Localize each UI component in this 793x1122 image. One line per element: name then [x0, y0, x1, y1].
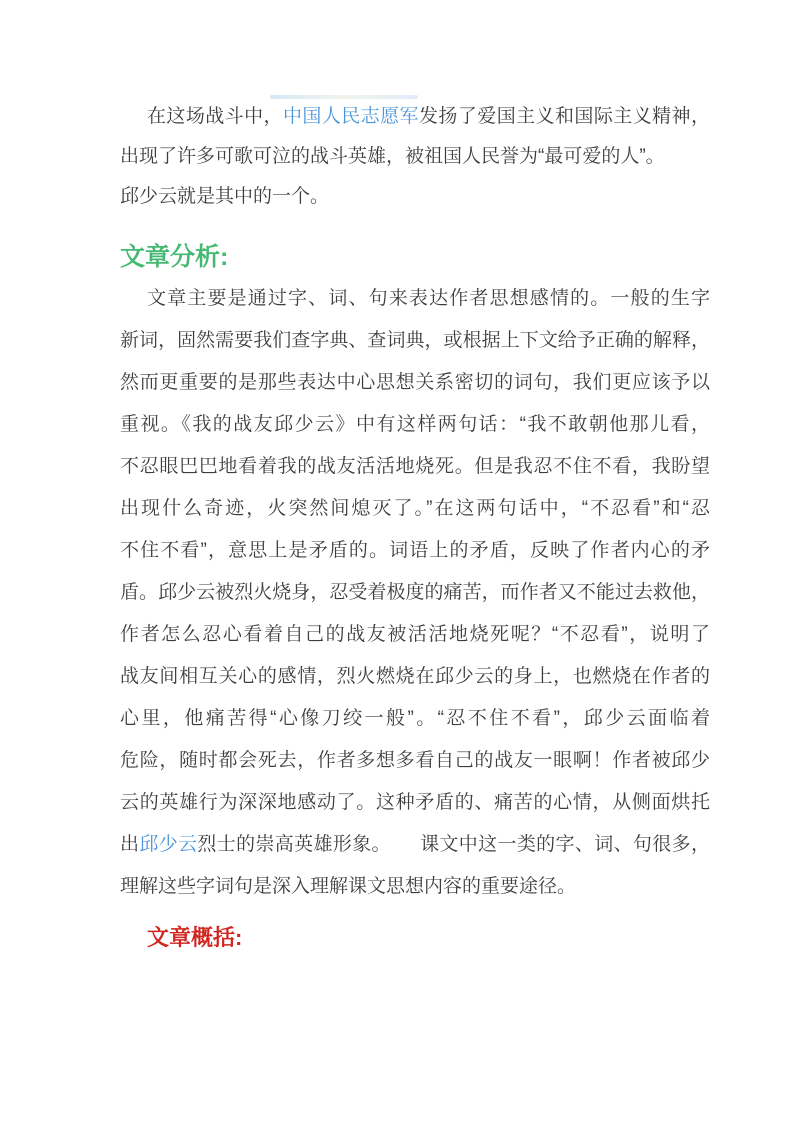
- text-segment: 在这场战斗中，: [147, 106, 283, 127]
- text-line: [120, 740, 710, 782]
- text-segment: 不忍眼巴巴地看着我的战友活活地烧死。但是我忍不住不看，我盼望: [120, 456, 710, 477]
- text-segment: 出现了许多可歌可泣的战斗英雄，被祖国人民誉为“最可爱的人”。: [120, 146, 665, 167]
- analysis-heading: 文章分析:: [120, 243, 229, 271]
- text-segment: 作者怎么忍心看着自己的战友被活活地烧死呢？“不忍看”，说明了: [120, 624, 710, 645]
- text-line: [120, 446, 710, 488]
- text-segment: 危险，随时都会死去，作者多想多看自己的战友一眼啊！作者被邱少: [120, 750, 710, 771]
- link-zhongguo-renmin-zhiyuanjun[interactable]: 中国人民志愿军: [283, 106, 419, 127]
- text-line: [120, 866, 710, 908]
- text-segment: 战友间相互关心的感情，烈火燃烧在邱少云的身上，也燃烧在作者的: [120, 666, 710, 687]
- text-segment: 发扬了爱国主义和国际主义精神，: [419, 106, 710, 127]
- text-segment: 出: [120, 834, 140, 855]
- text-segment: 心里，他痛苦得“心像刀绞一般”。“忍不住不看”，邱少云面临着: [120, 708, 710, 729]
- text-segment: 邱少云就是其中的一个。: [120, 186, 330, 207]
- text-segment: 不住不看”，意思上是矛盾的。词语上的矛盾，反映了作者内心的矛: [120, 540, 710, 561]
- analysis-paragraph: [120, 278, 710, 908]
- text-segment: 理解这些字词句是深入理解课文思想内容的重要途径。: [120, 876, 577, 897]
- intro-paragraph: [120, 97, 710, 217]
- text-line: [120, 320, 710, 362]
- text-line: [120, 137, 710, 177]
- text-line: [120, 656, 710, 698]
- text-line: [120, 572, 710, 614]
- text-line: [120, 698, 710, 740]
- summary-heading: 文章概括:: [147, 925, 243, 950]
- text-line: [120, 488, 710, 530]
- text-segment: 烈士的崇高英雄形象。 课文中这一类的字、词、句很多，: [197, 834, 710, 855]
- text-line: [120, 177, 710, 217]
- text-line: [120, 824, 710, 866]
- link-qiu-shaoyun[interactable]: 邱少云: [139, 834, 198, 855]
- text-segment: 新词，固然需要我们查字典、查词典，或根据上下文给予正确的解释，: [120, 330, 710, 351]
- text-line: [120, 614, 710, 656]
- text-segment: 出现什么奇迹，火突然间熄灭了。”在这两句话中，“不忍看”和“忍: [120, 498, 710, 519]
- text-segment: 然而更重要的是那些表达中心思想关系密切的词句，我们更应该予以: [120, 372, 710, 393]
- text-line: [120, 362, 710, 404]
- text-line: [120, 782, 710, 824]
- text-segment: 盾。邱少云被烈火烧身，忍受着极度的痛苦，而作者又不能过去救他，: [120, 582, 710, 603]
- document-page: [120, 0, 710, 954]
- text-segment: 文章主要是通过字、词、句来表达作者思想感情的。一般的生字: [147, 288, 710, 309]
- text-segment: 云的英雄行为深深地感动了。这种矛盾的、痛苦的心情，从侧面烘托: [120, 792, 710, 813]
- text-line: [120, 278, 710, 320]
- text-line: [120, 404, 710, 446]
- text-segment: 重视。《我的战友邱少云》中有这样两句话：“我不敢朝他那儿看，: [120, 414, 710, 435]
- text-line: [120, 97, 710, 137]
- text-line: [120, 530, 710, 572]
